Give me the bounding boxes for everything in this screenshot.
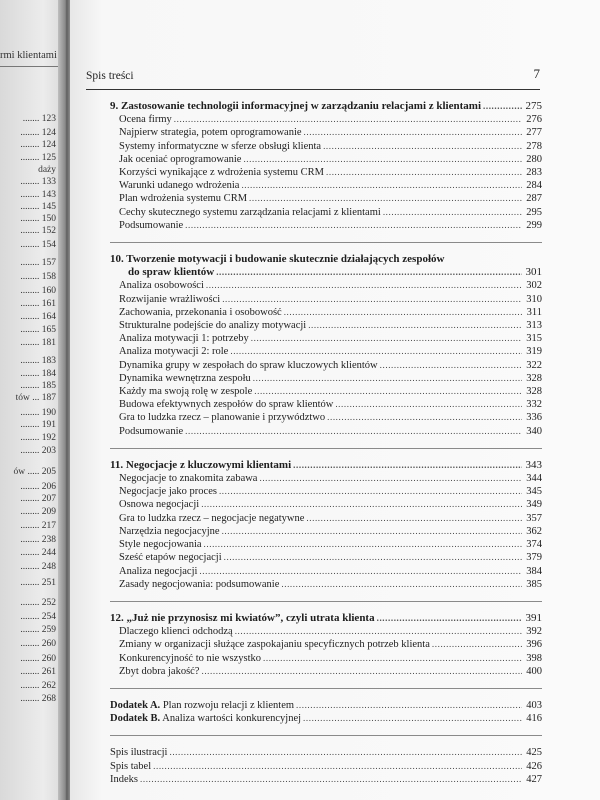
dot-leader bbox=[327, 411, 522, 424]
facing-page-row: ........ 251 bbox=[20, 578, 56, 588]
facing-page-row: ........ 181 bbox=[20, 338, 56, 348]
dot-leader bbox=[306, 512, 522, 525]
chapter-block bbox=[110, 612, 542, 678]
toc-entry bbox=[110, 578, 542, 591]
facing-page-row: ........ 165 bbox=[20, 325, 56, 335]
toc-entry-page: 357 bbox=[526, 512, 542, 524]
appendix-label bbox=[110, 712, 301, 725]
back-matter-entry-page: 425 bbox=[526, 747, 542, 759]
toc-page bbox=[70, 0, 600, 800]
facing-page-row: ........ 268 bbox=[20, 694, 56, 704]
facing-page-row: ........ 184 bbox=[20, 369, 56, 379]
dot-leader bbox=[241, 179, 522, 192]
back-matter-entry-page: 427 bbox=[526, 773, 542, 785]
dot-leader bbox=[326, 166, 522, 179]
dot-leader bbox=[249, 192, 522, 205]
facing-page bbox=[0, 0, 62, 800]
toc-entry-label: Systemy informatyczne w sferze obsługi klienta bbox=[119, 140, 322, 152]
facing-page-row: ........ 190 bbox=[20, 408, 56, 418]
toc-entry bbox=[110, 372, 542, 385]
toc-entry-label: Plan wdrożenia systemu CRM bbox=[119, 193, 248, 205]
back-matter-entry-label: Spis tabel bbox=[110, 760, 152, 772]
toc-entry-label: Sześć etapów negocjacji bbox=[119, 552, 222, 564]
facing-page-row: ........ 161 bbox=[20, 299, 56, 309]
toc-entry-page: 310 bbox=[526, 293, 542, 305]
toc-entry bbox=[110, 345, 542, 358]
appendix-entry bbox=[110, 699, 542, 712]
toc-entry-label: Analiza motywacji 1: potrzeby bbox=[119, 333, 249, 345]
appendix-title: Analiza wartości konkurencyjnej bbox=[162, 713, 302, 725]
facing-page-row: tów ... 187 bbox=[15, 393, 56, 403]
toc-entry-label: Cechy skutecznego systemu zarządzania relacjami z klientami bbox=[119, 206, 381, 218]
toc-entry-page: 400 bbox=[526, 665, 542, 677]
dot-leader bbox=[201, 498, 522, 511]
toc-entry-page: 340 bbox=[526, 425, 542, 437]
facing-page-row: ........ 252 bbox=[20, 598, 56, 608]
toc-entry bbox=[110, 166, 542, 179]
toc-entry bbox=[110, 411, 542, 424]
toc-entry-page: 379 bbox=[526, 552, 542, 564]
facing-page-header: rmi klientami bbox=[0, 50, 57, 61]
dot-leader bbox=[185, 425, 522, 438]
dot-leader bbox=[219, 485, 522, 498]
dot-leader bbox=[251, 332, 522, 345]
facing-page-row: ........ 125 bbox=[20, 153, 56, 163]
dot-leader bbox=[230, 345, 522, 358]
facing-page-row: ........ 154 bbox=[20, 240, 56, 250]
toc-entry bbox=[110, 385, 542, 398]
toc-entry-page: 374 bbox=[526, 539, 542, 551]
appendix-page: 403 bbox=[526, 699, 542, 711]
page-number: 7 bbox=[533, 66, 540, 81]
toc-entry bbox=[110, 625, 542, 638]
toc-entry bbox=[110, 551, 542, 564]
facing-page-row: ........ 133 bbox=[20, 177, 56, 187]
toc-entry-page: 295 bbox=[526, 206, 542, 218]
dot-leader bbox=[303, 712, 522, 725]
toc-entry-label: Negocjacje jako proces bbox=[119, 486, 217, 498]
facing-page-row: ów ..... 205 bbox=[13, 467, 56, 477]
toc-entry bbox=[110, 319, 542, 332]
toc-entry bbox=[110, 306, 542, 319]
toc-entry-page: 322 bbox=[526, 359, 542, 371]
facing-page-row: ........ 254 bbox=[20, 612, 56, 622]
toc-entry-page: 328 bbox=[526, 372, 542, 384]
chapter-title-label: do spraw klientów bbox=[128, 266, 215, 279]
toc-entry bbox=[110, 538, 542, 551]
dot-leader bbox=[201, 665, 522, 678]
toc-entry-label: Dynamika wewnętrzna zespołu bbox=[119, 372, 251, 384]
facing-page-row: ........ 248 bbox=[20, 562, 56, 572]
toc-entry bbox=[110, 398, 542, 411]
toc-entry-page: 362 bbox=[526, 525, 542, 537]
toc-entry-page: 277 bbox=[526, 127, 542, 139]
appendix-prefix: Dodatek B. bbox=[110, 713, 161, 725]
chapter-title-page: 301 bbox=[525, 266, 542, 279]
toc-entry bbox=[110, 525, 542, 538]
toc-entry-label: Analiza motywacji 2: role bbox=[119, 346, 229, 358]
dot-leader bbox=[304, 126, 522, 139]
dot-leader bbox=[153, 760, 522, 773]
toc-entry-page: 345 bbox=[526, 486, 542, 498]
section-separator bbox=[110, 688, 542, 689]
toc-entry bbox=[110, 219, 542, 232]
toc-entry-page: 385 bbox=[526, 578, 542, 590]
appendix-entry bbox=[110, 712, 542, 725]
toc-entry-label: Rozwijanie wrażliwości bbox=[119, 293, 221, 305]
toc-entry-page: 344 bbox=[526, 473, 542, 485]
table-of-contents bbox=[110, 100, 542, 796]
dot-leader bbox=[199, 565, 522, 578]
toc-entry-page: 311 bbox=[526, 306, 542, 318]
facing-page-row: daży bbox=[38, 165, 56, 175]
toc-entry-label: Zachowania, przekonania i osobowość bbox=[119, 306, 282, 318]
back-matter-entry-label: Spis ilustracji bbox=[110, 747, 168, 759]
chapter-title-page: 275 bbox=[525, 100, 542, 112]
facing-page-row: ........ 124 bbox=[20, 128, 56, 138]
facing-page-row: ........ 150 bbox=[20, 214, 56, 224]
dot-leader bbox=[323, 140, 522, 153]
facing-page-row: ........ 238 bbox=[20, 535, 56, 545]
toc-entry-label: Style negocjowania bbox=[119, 539, 202, 551]
appendix-prefix: Dodatek A. bbox=[110, 699, 161, 711]
toc-entry bbox=[110, 565, 542, 578]
facing-page-row: ........ 164 bbox=[20, 312, 56, 322]
toc-entry bbox=[110, 665, 542, 678]
toc-entry-label: Analiza osobowości bbox=[119, 280, 204, 292]
dot-leader bbox=[253, 372, 522, 385]
toc-entry-page: 328 bbox=[526, 386, 542, 398]
dot-leader bbox=[185, 219, 522, 232]
toc-entry bbox=[110, 512, 542, 525]
facing-page-row: ........ 191 bbox=[20, 420, 56, 430]
running-header bbox=[86, 66, 540, 88]
toc-entry-label: Dlaczego klienci odchodzą bbox=[119, 626, 233, 638]
toc-entry-page: 284 bbox=[526, 180, 542, 192]
header-rule bbox=[86, 89, 540, 90]
chapter-block bbox=[110, 100, 542, 232]
section-separator bbox=[110, 448, 542, 449]
toc-entry-label: Gra to ludzka rzecz – negocjacje negatywne bbox=[119, 512, 305, 524]
toc-entry-label: Każdy ma swoją rolę w zespole bbox=[119, 386, 253, 398]
appendix-label bbox=[110, 699, 294, 712]
facing-page-row: ........ 260 bbox=[20, 639, 56, 649]
toc-entry-page: 315 bbox=[526, 333, 542, 345]
toc-entry-page: 276 bbox=[526, 114, 542, 126]
toc-entry-label: Strukturalne podejście do analizy motywacji bbox=[119, 320, 307, 332]
dot-leader bbox=[204, 538, 522, 551]
facing-page-row: ........ 261 bbox=[20, 667, 56, 677]
dot-leader bbox=[383, 206, 522, 219]
chapter-block bbox=[110, 459, 542, 591]
back-matter-entry bbox=[110, 760, 542, 773]
chapter-title bbox=[110, 459, 542, 472]
toc-entry-label: Narzędzia negocjacyjne bbox=[119, 525, 220, 537]
appendix-title: Plan rozwoju relacji z klientem bbox=[162, 699, 295, 711]
toc-entry bbox=[110, 140, 542, 153]
chapter-title-label: 9. Zastosowanie technologii informacyjnej w zarządzaniu relacjami z klientami bbox=[110, 100, 481, 112]
facing-page-row: ........ 206 bbox=[20, 482, 56, 492]
toc-entry-page: 349 bbox=[526, 499, 542, 511]
toc-entry-page: 287 bbox=[526, 193, 542, 205]
facing-page-row: ........ 143 bbox=[20, 190, 56, 200]
toc-entry-page: 398 bbox=[526, 652, 542, 664]
running-header-title: Spis treści bbox=[86, 70, 134, 82]
chapter-block bbox=[110, 253, 542, 438]
chapter-title bbox=[110, 612, 542, 625]
toc-entry-label: Dynamika grupy w zespołach do spraw kluczowych klientów bbox=[119, 359, 378, 371]
dot-leader bbox=[293, 459, 522, 472]
toc-entry bbox=[110, 332, 542, 345]
facing-page-row: ........ 244 bbox=[20, 548, 56, 558]
toc-entry bbox=[110, 485, 542, 498]
chapter-title-line: 10. Tworzenie motywacji i budowanie skutecznie działających zespołów bbox=[110, 253, 445, 266]
facing-page-row: ........ 262 bbox=[20, 681, 56, 691]
toc-entry-label: Jak oceniać oprogramowanie bbox=[119, 153, 242, 165]
toc-entry-label: Zasady negocjowania: podsumowanie bbox=[119, 578, 280, 590]
toc-entry bbox=[110, 293, 542, 306]
chapter-title bbox=[110, 100, 542, 113]
dot-leader bbox=[169, 746, 522, 759]
toc-entry bbox=[110, 153, 542, 166]
toc-entry-page: 280 bbox=[526, 153, 542, 165]
facing-page-row: ........ 185 bbox=[20, 381, 56, 391]
toc-entry-label: Ocena firmy bbox=[119, 114, 172, 126]
back-matter-entry bbox=[110, 773, 542, 786]
toc-entry-label: Analiza negocjacji bbox=[119, 565, 198, 577]
dot-leader bbox=[380, 359, 522, 372]
toc-entry-label: Osnowa negocjacji bbox=[119, 499, 200, 511]
toc-entry-label: Zmiany w organizacji służące zaspokajaniu specyficznych potrzeb klienta bbox=[119, 639, 430, 651]
dot-leader bbox=[483, 100, 522, 113]
facing-page-row: ........ 203 bbox=[20, 446, 56, 456]
dot-leader bbox=[224, 551, 522, 564]
toc-entry bbox=[110, 113, 542, 126]
dot-leader bbox=[377, 612, 522, 625]
chapter-title bbox=[110, 266, 542, 279]
appendix-page: 416 bbox=[526, 713, 542, 725]
dot-leader bbox=[222, 525, 522, 538]
chapter-title-page: 391 bbox=[525, 611, 542, 624]
toc-entry bbox=[110, 179, 542, 192]
dot-leader bbox=[222, 293, 522, 306]
toc-entry bbox=[110, 472, 542, 485]
dot-leader bbox=[140, 773, 522, 786]
toc-entry bbox=[110, 206, 542, 219]
toc-entry-label: Zbyt dobra jakość? bbox=[119, 665, 200, 677]
toc-entry bbox=[110, 652, 542, 665]
toc-entry-label: Korzyści wynikające z wdrożenia systemu CRM bbox=[119, 167, 324, 179]
toc-entry bbox=[110, 279, 542, 292]
dot-leader bbox=[259, 472, 522, 485]
toc-entry-label: Konkurencyjność to nie wszystko bbox=[119, 652, 262, 664]
facing-page-row: ........ 145 bbox=[20, 202, 56, 212]
toc-entry-page: 283 bbox=[526, 167, 542, 179]
facing-page-row: ........ 158 bbox=[20, 272, 56, 282]
dot-leader bbox=[281, 578, 522, 591]
dot-leader bbox=[243, 153, 522, 166]
facing-page-row: ........ 259 bbox=[20, 625, 56, 635]
toc-entry-page: 384 bbox=[526, 565, 542, 577]
dot-leader bbox=[254, 385, 522, 398]
toc-entry bbox=[110, 425, 542, 438]
dot-leader bbox=[335, 398, 522, 411]
toc-entry bbox=[110, 498, 542, 511]
toc-entry bbox=[110, 192, 542, 205]
section-separator bbox=[110, 242, 542, 243]
chapter-title-page: 343 bbox=[525, 458, 542, 471]
facing-page-row: ........ 160 bbox=[20, 286, 56, 296]
toc-entry-label: Podsumowanie bbox=[119, 425, 184, 437]
back-matter-entry bbox=[110, 746, 542, 759]
section-separator bbox=[110, 735, 542, 736]
toc-entry-page: 313 bbox=[526, 320, 542, 332]
dot-leader bbox=[308, 319, 522, 332]
appendices-block bbox=[110, 699, 542, 725]
section-separator bbox=[110, 601, 542, 602]
dot-leader bbox=[206, 279, 522, 292]
facing-page-row: ........ 209 bbox=[20, 507, 56, 517]
toc-entry-label: Podsumowanie bbox=[119, 219, 184, 231]
facing-page-row: ........ 217 bbox=[20, 521, 56, 531]
toc-entry-label: Budowa efektywnych zespołów do spraw klientów bbox=[119, 399, 334, 411]
chapter-title-label: 12. „Już nie przynosisz mi kwiatów”, czyli utrata klienta bbox=[110, 611, 375, 624]
facing-page-row: ........ 183 bbox=[20, 356, 56, 366]
toc-entry-label: Najpierw strategia, potem oprogramowanie bbox=[119, 127, 302, 139]
facing-page-row: ........ 152 bbox=[20, 226, 56, 236]
toc-entry-page: 299 bbox=[526, 219, 542, 231]
facing-page-row: ........ 207 bbox=[20, 494, 56, 504]
facing-page-row: ........ 124 bbox=[20, 140, 56, 150]
dot-leader bbox=[216, 266, 522, 279]
dot-leader bbox=[284, 306, 522, 319]
toc-entry-label: Warunki udanego wdrożenia bbox=[119, 180, 240, 192]
dot-leader bbox=[235, 625, 522, 638]
toc-entry-page: 392 bbox=[526, 626, 542, 638]
facing-page-row: ........ 260 bbox=[20, 654, 56, 664]
toc-entry bbox=[110, 638, 542, 651]
chapter-title-label: 11. Negocjacje z kluczowymi klientami bbox=[110, 458, 292, 471]
dot-leader bbox=[263, 652, 522, 665]
dot-leader bbox=[174, 113, 522, 126]
back-matter-entry-label: Indeks bbox=[110, 773, 138, 785]
toc-entry-page: 336 bbox=[526, 412, 542, 424]
back-matter-block bbox=[110, 746, 542, 786]
toc-entry-page: 278 bbox=[526, 140, 542, 152]
toc-entry-page: 302 bbox=[526, 280, 542, 292]
toc-entry-page: 396 bbox=[526, 639, 542, 651]
toc-entry-page: 332 bbox=[526, 399, 542, 411]
back-matter-entry-page: 426 bbox=[526, 760, 542, 772]
toc-entry-label: Negocjacje to znakomita zabawa bbox=[119, 473, 258, 485]
toc-entry bbox=[110, 359, 542, 372]
facing-page-row: ........ 192 bbox=[20, 433, 56, 443]
facing-page-row: ....... 123 bbox=[22, 114, 56, 124]
facing-page-rule bbox=[0, 66, 58, 67]
facing-page-row: ........ 157 bbox=[20, 258, 56, 268]
toc-entry-page: 319 bbox=[526, 346, 542, 358]
dot-leader bbox=[432, 638, 522, 651]
toc-entry bbox=[110, 126, 542, 139]
toc-entry-label: Gra to ludzka rzecz – planowanie i przywództwo bbox=[119, 412, 326, 424]
dot-leader bbox=[296, 699, 522, 712]
